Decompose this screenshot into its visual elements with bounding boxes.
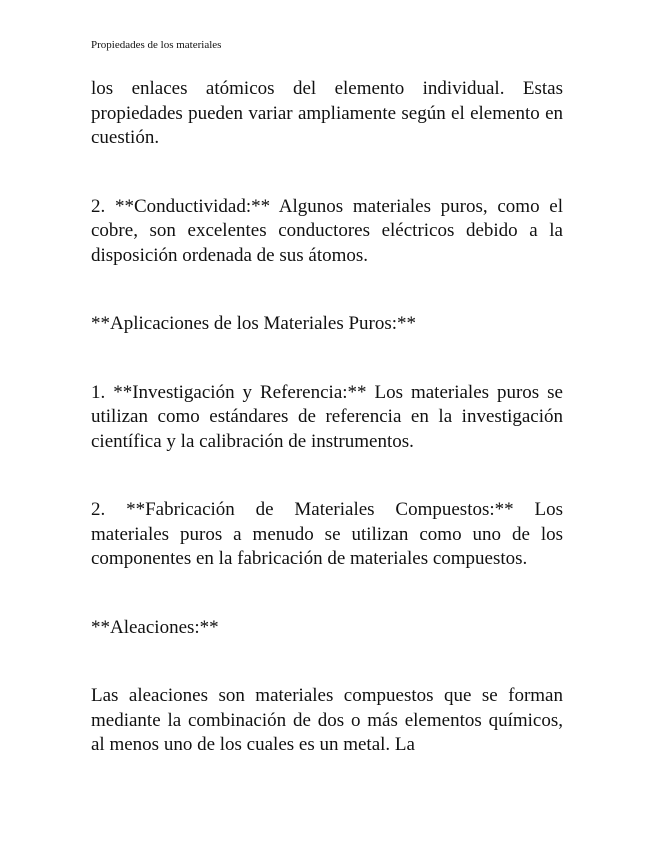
body-text: [91, 77, 563, 758]
paragraph-atomic-bonds: los enlaces atómicos del elemento individual. Estas propiedades pueden variar ampliamente según el elemento en cuestión.: [91, 78, 563, 148]
heading-alloys: **Aleaciones:**: [91, 616, 219, 638]
paragraph-conductivity: 2. **Conductividad:** Algunos materiales puros, como el cobre, son excelentes conductores eléctricos debido a la disposición ordenada de sus átomos.: [91, 195, 563, 266]
running-header: Propiedades de los materiales: [91, 39, 222, 51]
paragraph-alloys-definition: Las aleaciones son materiales compuestos que se forman mediante la combinación de dos o más elementos químicos, al menos uno de los cuales es un metal. La: [91, 685, 563, 755]
paragraph-composite-manufacturing: 2. **Fabricación de Materiales Compuestos:** Los materiales puros a menudo se utilizan como uno de los componentes en la fabricación de materiales compuestos.: [91, 499, 563, 569]
heading-pure-material-applications: **Aplicaciones de los Materiales Puros:**: [91, 313, 417, 334]
paragraph-research-reference: 1. **Investigación y Referencia:** Los materiales puros se utilizan como estándares de referencia en la investigación científica y la calibración de instrumentos.: [91, 381, 563, 452]
